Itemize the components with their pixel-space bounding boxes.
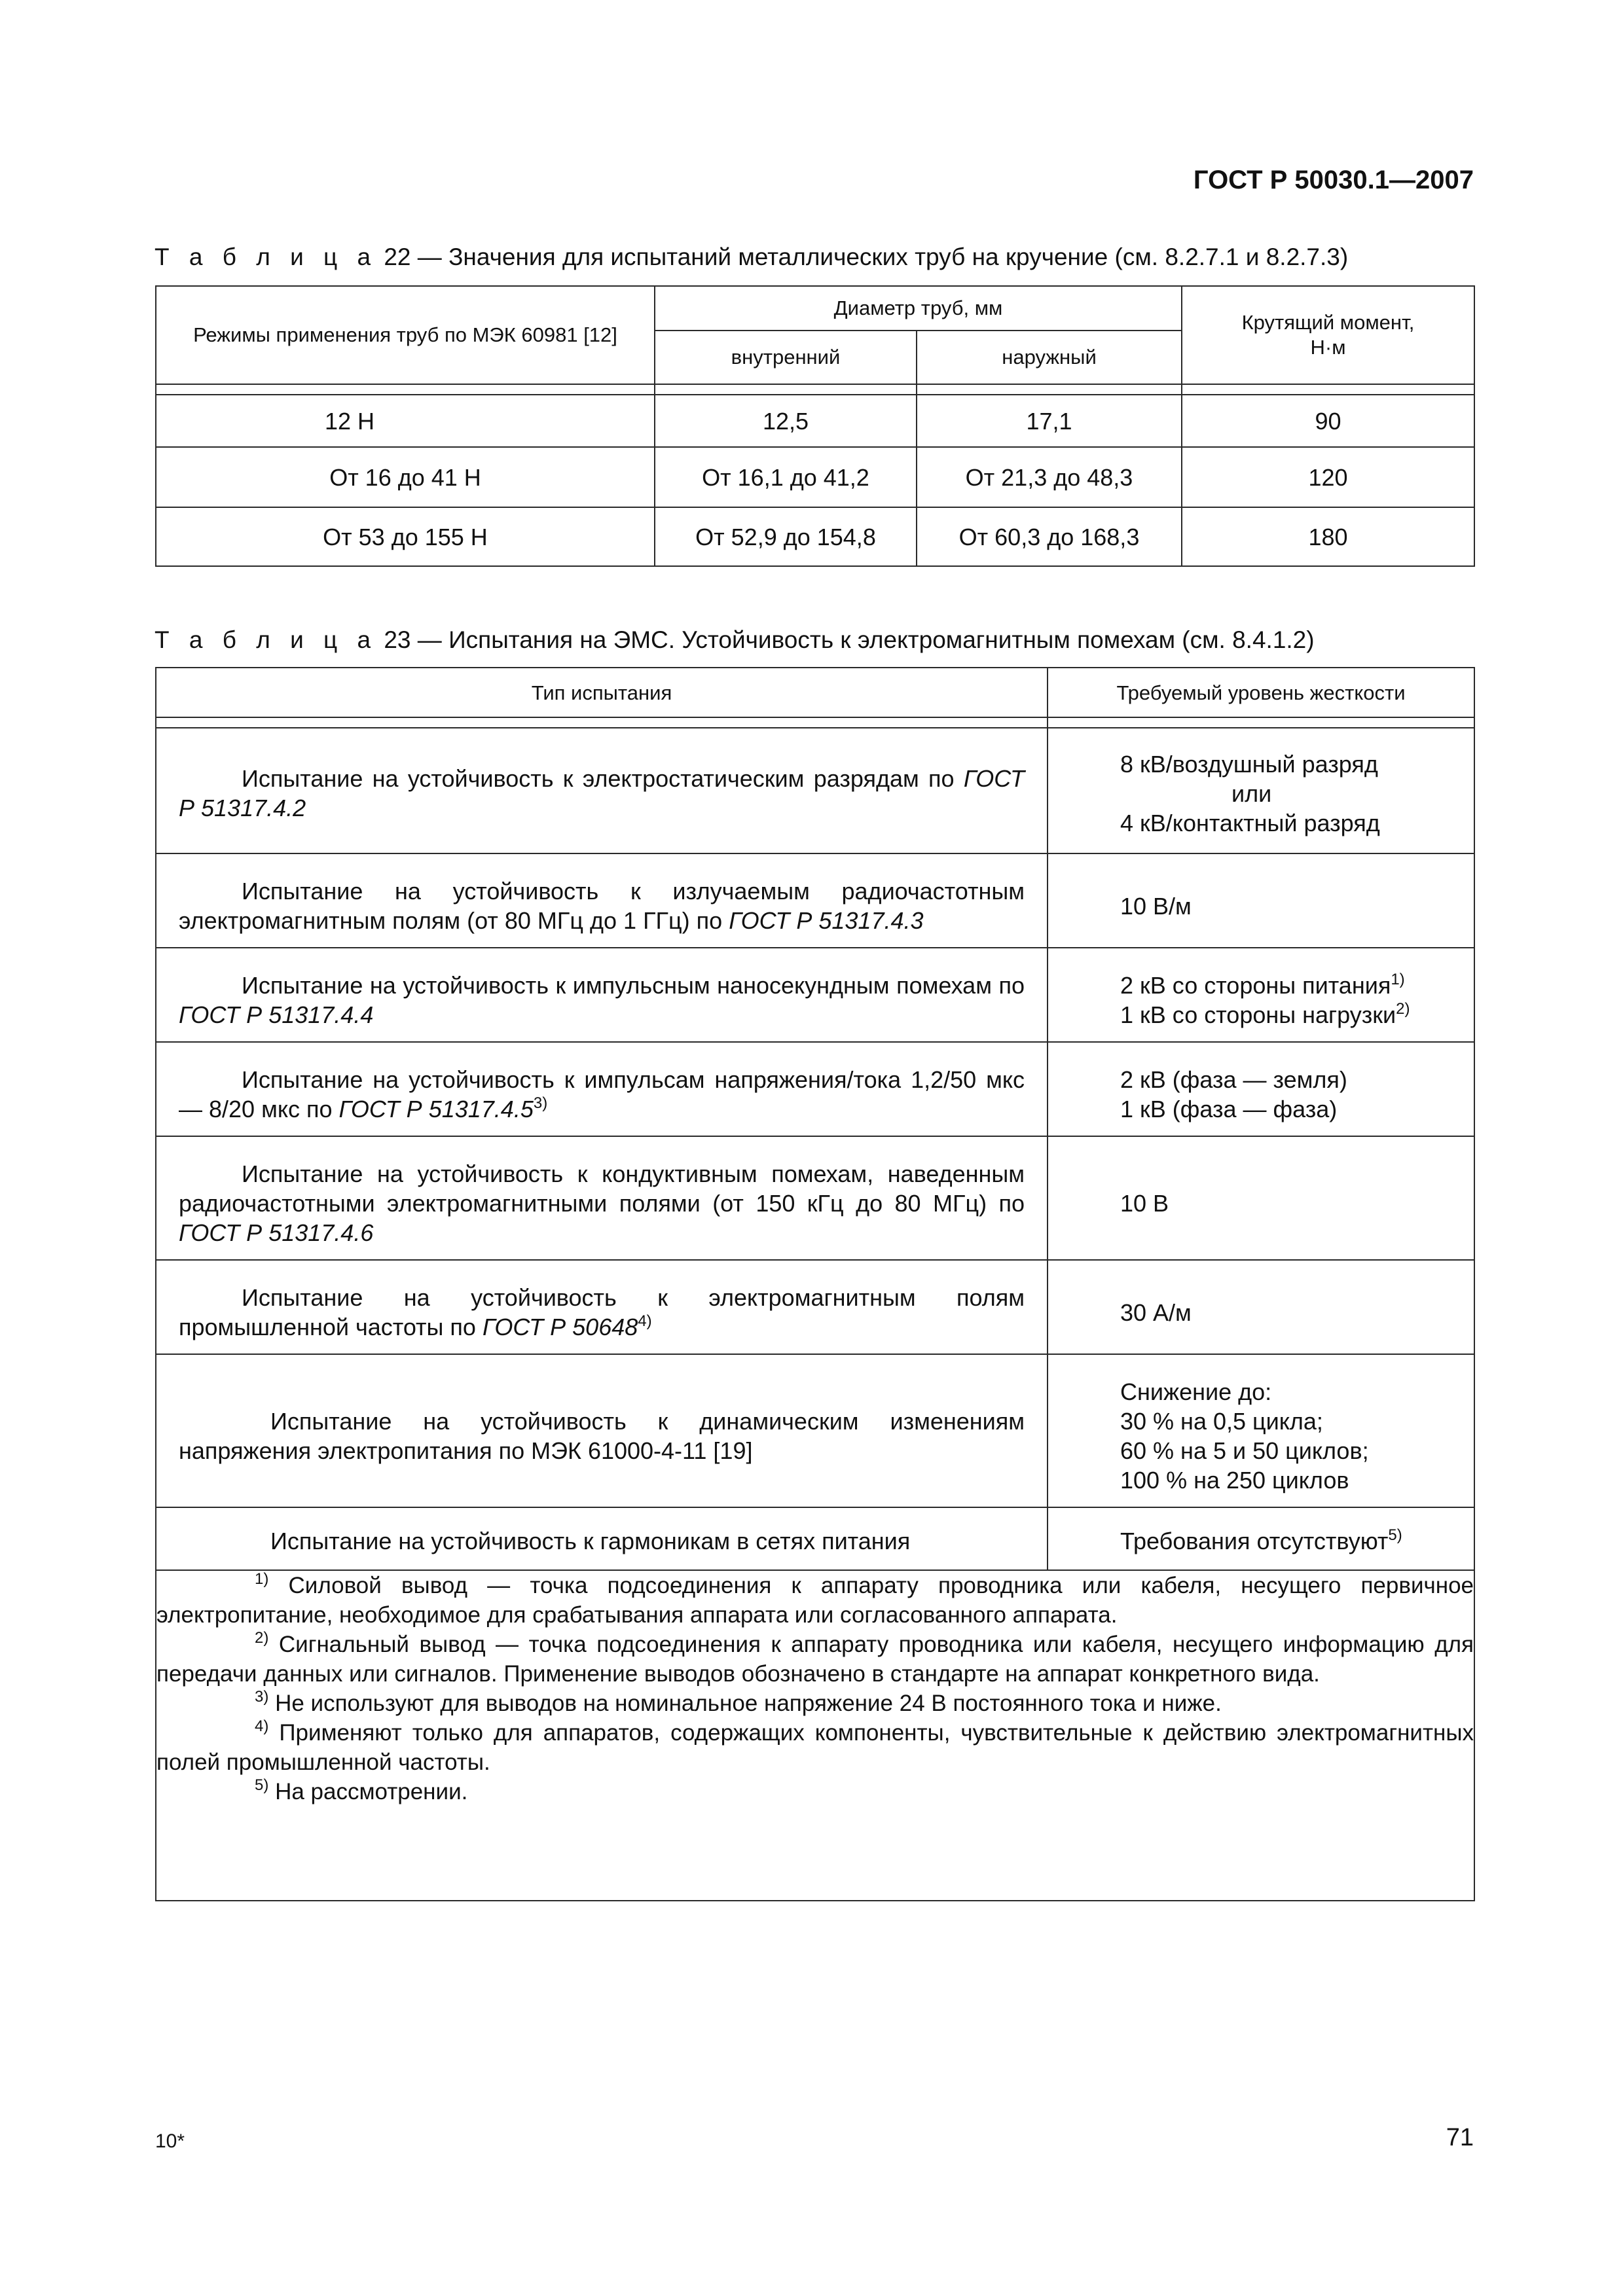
table23-caption-text: 23 — Испытания на ЭМС. Устойчивость к электромагнитным помехам (см. 8.4.1.2) (384, 626, 1315, 653)
document-standard-number: ГОСТ Р 50030.1—2007 (1193, 166, 1474, 194)
footnote-mark: 1) (255, 1570, 269, 1588)
table23-level-line: 2 кВ (фаза — земля) (1120, 1066, 1347, 1093)
table22-cell-torque: 90 (1182, 395, 1474, 447)
table23-cell-test (156, 1260, 1048, 1354)
table22-header-torque-line1: Крутящий момент, (1241, 311, 1415, 334)
table22-header-mode: Режимы применения труб по МЭК 60981 [12] (156, 286, 655, 384)
footnote-text: На рассмотрении. (268, 1779, 468, 1804)
table-row (156, 1042, 1474, 1136)
sheet-signature-mark: 10* (155, 2130, 185, 2152)
table23-cell-level (1048, 853, 1474, 948)
table22-caption-text: 22 — Значения для испытаний металлических труб на кручение (см. 8.2.7.1 и 8.2.7.3) (384, 243, 1349, 270)
table23-cell-test (156, 728, 1048, 853)
table23-test-text: Испытание на устойчивость к динамическим изменениям напряжения электропитания по МЭК 61000-4-11 [19] (179, 1408, 1025, 1464)
table23-test-text: Испытание на устойчивость к кондуктивным помехам, наведенным радиочастотными электромагнитными полями (от 150 кГц до 80 МГц) по (179, 1160, 1025, 1217)
footnote (156, 1689, 1474, 1718)
table22-spacer-cell (156, 384, 655, 395)
table-row (156, 1354, 1474, 1507)
footnote-ref: 3) (533, 1094, 548, 1112)
table23-level-line: 10 В/м (1120, 892, 1192, 920)
table23-cell-test (156, 853, 1048, 948)
footnote (156, 1630, 1474, 1689)
table-row (156, 1507, 1474, 1570)
table23-test-text: Испытание на устойчивость к излучаемым радиочастотным электромагнитным полям (от 80 МГц до 1 ГГц) по (179, 878, 1025, 934)
table23-cell-test (156, 948, 1048, 1042)
table22-caption (155, 243, 1348, 272)
footnote-mark: 2) (255, 1629, 269, 1647)
page-number: 71 (1446, 2124, 1474, 2151)
table22-spacer-cell (917, 384, 1182, 395)
table23-cell-level (1048, 1260, 1474, 1354)
table23-level-text: 2 кВ со стороны питания (1120, 972, 1391, 999)
table23-level-line: 4 кВ/контактный разряд (1120, 809, 1380, 836)
table23-level-line: или (1231, 780, 1272, 807)
table22-cell-mode: От 53 до 155 Н (156, 507, 655, 566)
table23-level-line: 60 % на 5 и 50 циклов; (1120, 1437, 1369, 1464)
footnote (156, 1718, 1474, 1777)
table-row (156, 853, 1474, 948)
table22 (155, 285, 1475, 567)
table23-cell-level (1048, 948, 1474, 1042)
table23-cell-level (1048, 1042, 1474, 1136)
table22-header-inner: внутренний (655, 331, 917, 384)
table23-cell-level (1048, 1507, 1474, 1570)
table23-cell-level (1048, 1136, 1474, 1260)
footnote-ref: 2) (1396, 1000, 1410, 1018)
table22-caption-prefix: Т а б л и ц а (155, 243, 378, 270)
table22-cell-outer: От 21,3 до 48,3 (917, 447, 1182, 507)
table23-level-line: 30 % на 0,5 цикла; (1120, 1408, 1323, 1435)
table22-cell-mode: От 16 до 41 Н (156, 447, 655, 507)
table23-header-test: Тип испытания (156, 668, 1048, 717)
table22-cell-inner: 12,5 (655, 395, 917, 447)
table23-spacer-cell (1048, 717, 1474, 728)
footnote (156, 1777, 1474, 1806)
footnote-text: Применяют только для аппаратов, содержащих компоненты, чувствительные к действию электромагнитных полей промышленной частоты. (156, 1720, 1474, 1775)
table23-level-line: 10 В (1120, 1190, 1169, 1217)
table23-level-line: 100 % на 250 циклов (1120, 1467, 1349, 1494)
table23-level-line (1120, 1526, 1461, 1556)
table23-level-text: Требования отсутствуют (1120, 1527, 1389, 1554)
table-row (156, 507, 1474, 566)
table23-notes-row (156, 1570, 1474, 1901)
table22-header-torque (1182, 286, 1474, 384)
table22-spacer-cell (655, 384, 917, 395)
table-row (156, 1136, 1474, 1260)
table23-cell-level (1048, 1354, 1474, 1507)
table22-cell-inner: От 52,9 до 154,8 (655, 507, 917, 566)
table-row (156, 447, 1474, 507)
table23-test-text: Испытание на устойчивость к импульсным наносекундным помехам по (242, 972, 1025, 999)
table23-test-ref: ГОСТ Р 50648 (482, 1314, 638, 1340)
table23-header-level: Требуемый уровень жесткости (1048, 668, 1474, 717)
table23-test-ref: ГОСТ Р 51317.4.2 (179, 765, 1025, 821)
table23-cell-test (156, 1354, 1048, 1507)
footnote-text: Сигнальный вывод — точка подсоединения к аппарату проводника или кабеля, несущего информацию для передачи данных или сигналов. Применение выводов обозначено в стандарте на аппарат конкретного вида. (156, 1632, 1474, 1687)
table23-level-line: 1 кВ (фаза — фаза) (1120, 1096, 1338, 1122)
table23-level-text: 1 кВ со стороны нагрузки (1120, 1001, 1396, 1028)
table23-caption-prefix: Т а б л и ц а (155, 626, 378, 653)
footnote-mark: 5) (255, 1776, 269, 1794)
table23-cell-level (1048, 728, 1474, 853)
table23-test-ref: ГОСТ Р 51317.4.3 (729, 907, 924, 934)
table23-test-ref: ГОСТ Р 51317.4.4 (179, 1001, 374, 1028)
footnote (156, 1571, 1474, 1630)
table-row (156, 1260, 1474, 1354)
footnote-ref: 5) (1388, 1526, 1402, 1544)
footnote-text: Не используют для выводов на номинальное напряжение 24 В постоянного тока и ниже. (268, 1691, 1222, 1716)
table22-cell-outer: 17,1 (917, 395, 1182, 447)
table-row (156, 948, 1474, 1042)
footnote-ref: 1) (1391, 971, 1405, 988)
table23-test-text: Испытание на устойчивость к электромагнитным полям промышленной частоты по (179, 1284, 1025, 1340)
table22-spacer-cell (1182, 384, 1474, 395)
footnote-text: Силовой вывод — точка подсоединения к аппарату проводника или кабеля, несущего первичное электропитание, необходимое для срабатывания аппарата или согласованного аппарата. (156, 1573, 1474, 1628)
footnote-mark: 4) (255, 1717, 269, 1735)
table23-cell-test (156, 1136, 1048, 1260)
footnote-mark: 3) (255, 1688, 269, 1706)
footnote-ref: 4) (638, 1312, 652, 1330)
table23-level-line: Снижение до: (1120, 1378, 1272, 1405)
table22-header-outer: наружный (917, 331, 1182, 384)
table22-header-diameter: Диаметр труб, мм (655, 286, 1182, 331)
table23 (155, 667, 1475, 1901)
table23-level-line (1120, 971, 1461, 1000)
table23-notes (156, 1570, 1474, 1901)
table23-test-ref: ГОСТ Р 51317.4.6 (179, 1219, 374, 1246)
table23-spacer-cell (156, 717, 1048, 728)
table22-cell-torque: 120 (1182, 447, 1474, 507)
table22-header-torque-line2: Н·м (1310, 336, 1346, 359)
table23-cell-test (156, 1042, 1048, 1136)
table22-cell-mode: 12 Н (156, 395, 655, 447)
table23-test-text: Испытание на устойчивость к импульсам напряжения/тока 1,2/50 мкс — 8/20 мкс по (179, 1066, 1025, 1122)
table23-level-line (1120, 1000, 1461, 1030)
table-row (156, 395, 1474, 447)
table23-test-ref: ГОСТ Р 51317.4.5 (338, 1096, 534, 1122)
table22-cell-torque: 180 (1182, 507, 1474, 566)
table22-cell-inner: От 16,1 до 41,2 (655, 447, 917, 507)
table23-test-text: Испытание на устойчивость к гармоникам в сетях питания (270, 1527, 911, 1554)
table23-level-line: 30 А/м (1120, 1299, 1192, 1326)
table23-test-text: Испытание на устойчивость к электростатическим разрядам по (242, 765, 964, 792)
table23-caption (155, 626, 1315, 655)
table-row (156, 728, 1474, 853)
table23-cell-test (156, 1507, 1048, 1570)
table22-cell-outer: От 60,3 до 168,3 (917, 507, 1182, 566)
table23-level-line: 8 кВ/воздушный разряд (1120, 750, 1378, 778)
